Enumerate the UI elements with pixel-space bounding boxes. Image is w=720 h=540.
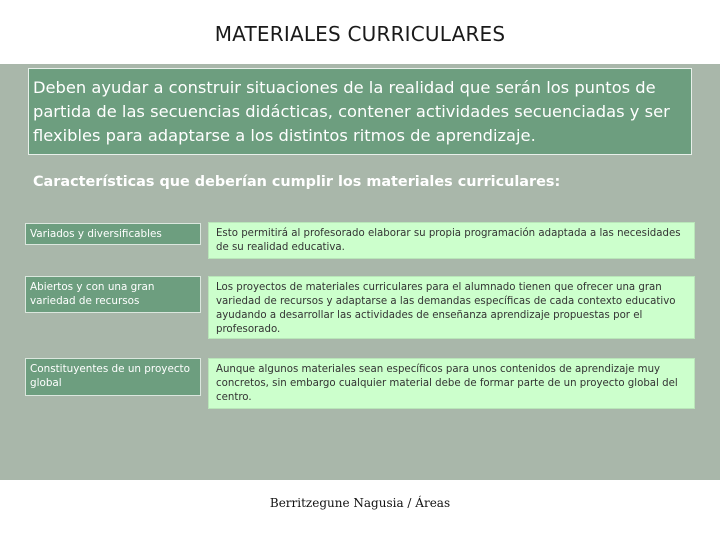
characteristic-description-variados: Esto permitirá al profesorado elaborar su propia programación adaptada a las necesidades de su realidad educativa. — [208, 222, 695, 259]
characteristic-description-constituyentes: Aunque algunos materiales sean específicos para unos contenidos de aprendizaje muy concretos, sin embargo cualquier material debe de formar parte de un proyecto global del centro. — [208, 358, 695, 409]
characteristic-label-abiertos: Abiertos y con una gran variedad de recursos — [25, 276, 201, 313]
intro-text-box: Deben ayudar a construir situaciones de la realidad que serán los puntos de partida de las secuencias didácticas, contener actividades secuenciadas y ser flexibles para adaptarse a los distintos ritmos de aprendizaje. — [28, 68, 692, 155]
characteristic-description-abiertos: Los proyectos de materiales curriculares para el alumnado tienen que ofrecer una gran variedad de recursos y adaptarse a las demandas específicas de cada contexto educativo ayudando a desarrollar las actividades de enseñanza aprendizaje propuestas por el profesorado. — [208, 276, 695, 339]
slide-title: MATERIALES CURRICULARES — [214, 22, 506, 46]
footer-source: Berritzegune Nagusia / Áreas — [269, 496, 451, 510]
characteristics-heading: Características que deberían cumplir los materiales curriculares: — [33, 174, 561, 190]
characteristic-label-constituyentes: Constituyentes de un proyecto global — [25, 358, 201, 396]
characteristic-label-variados: Variados y diversificables — [25, 223, 201, 245]
